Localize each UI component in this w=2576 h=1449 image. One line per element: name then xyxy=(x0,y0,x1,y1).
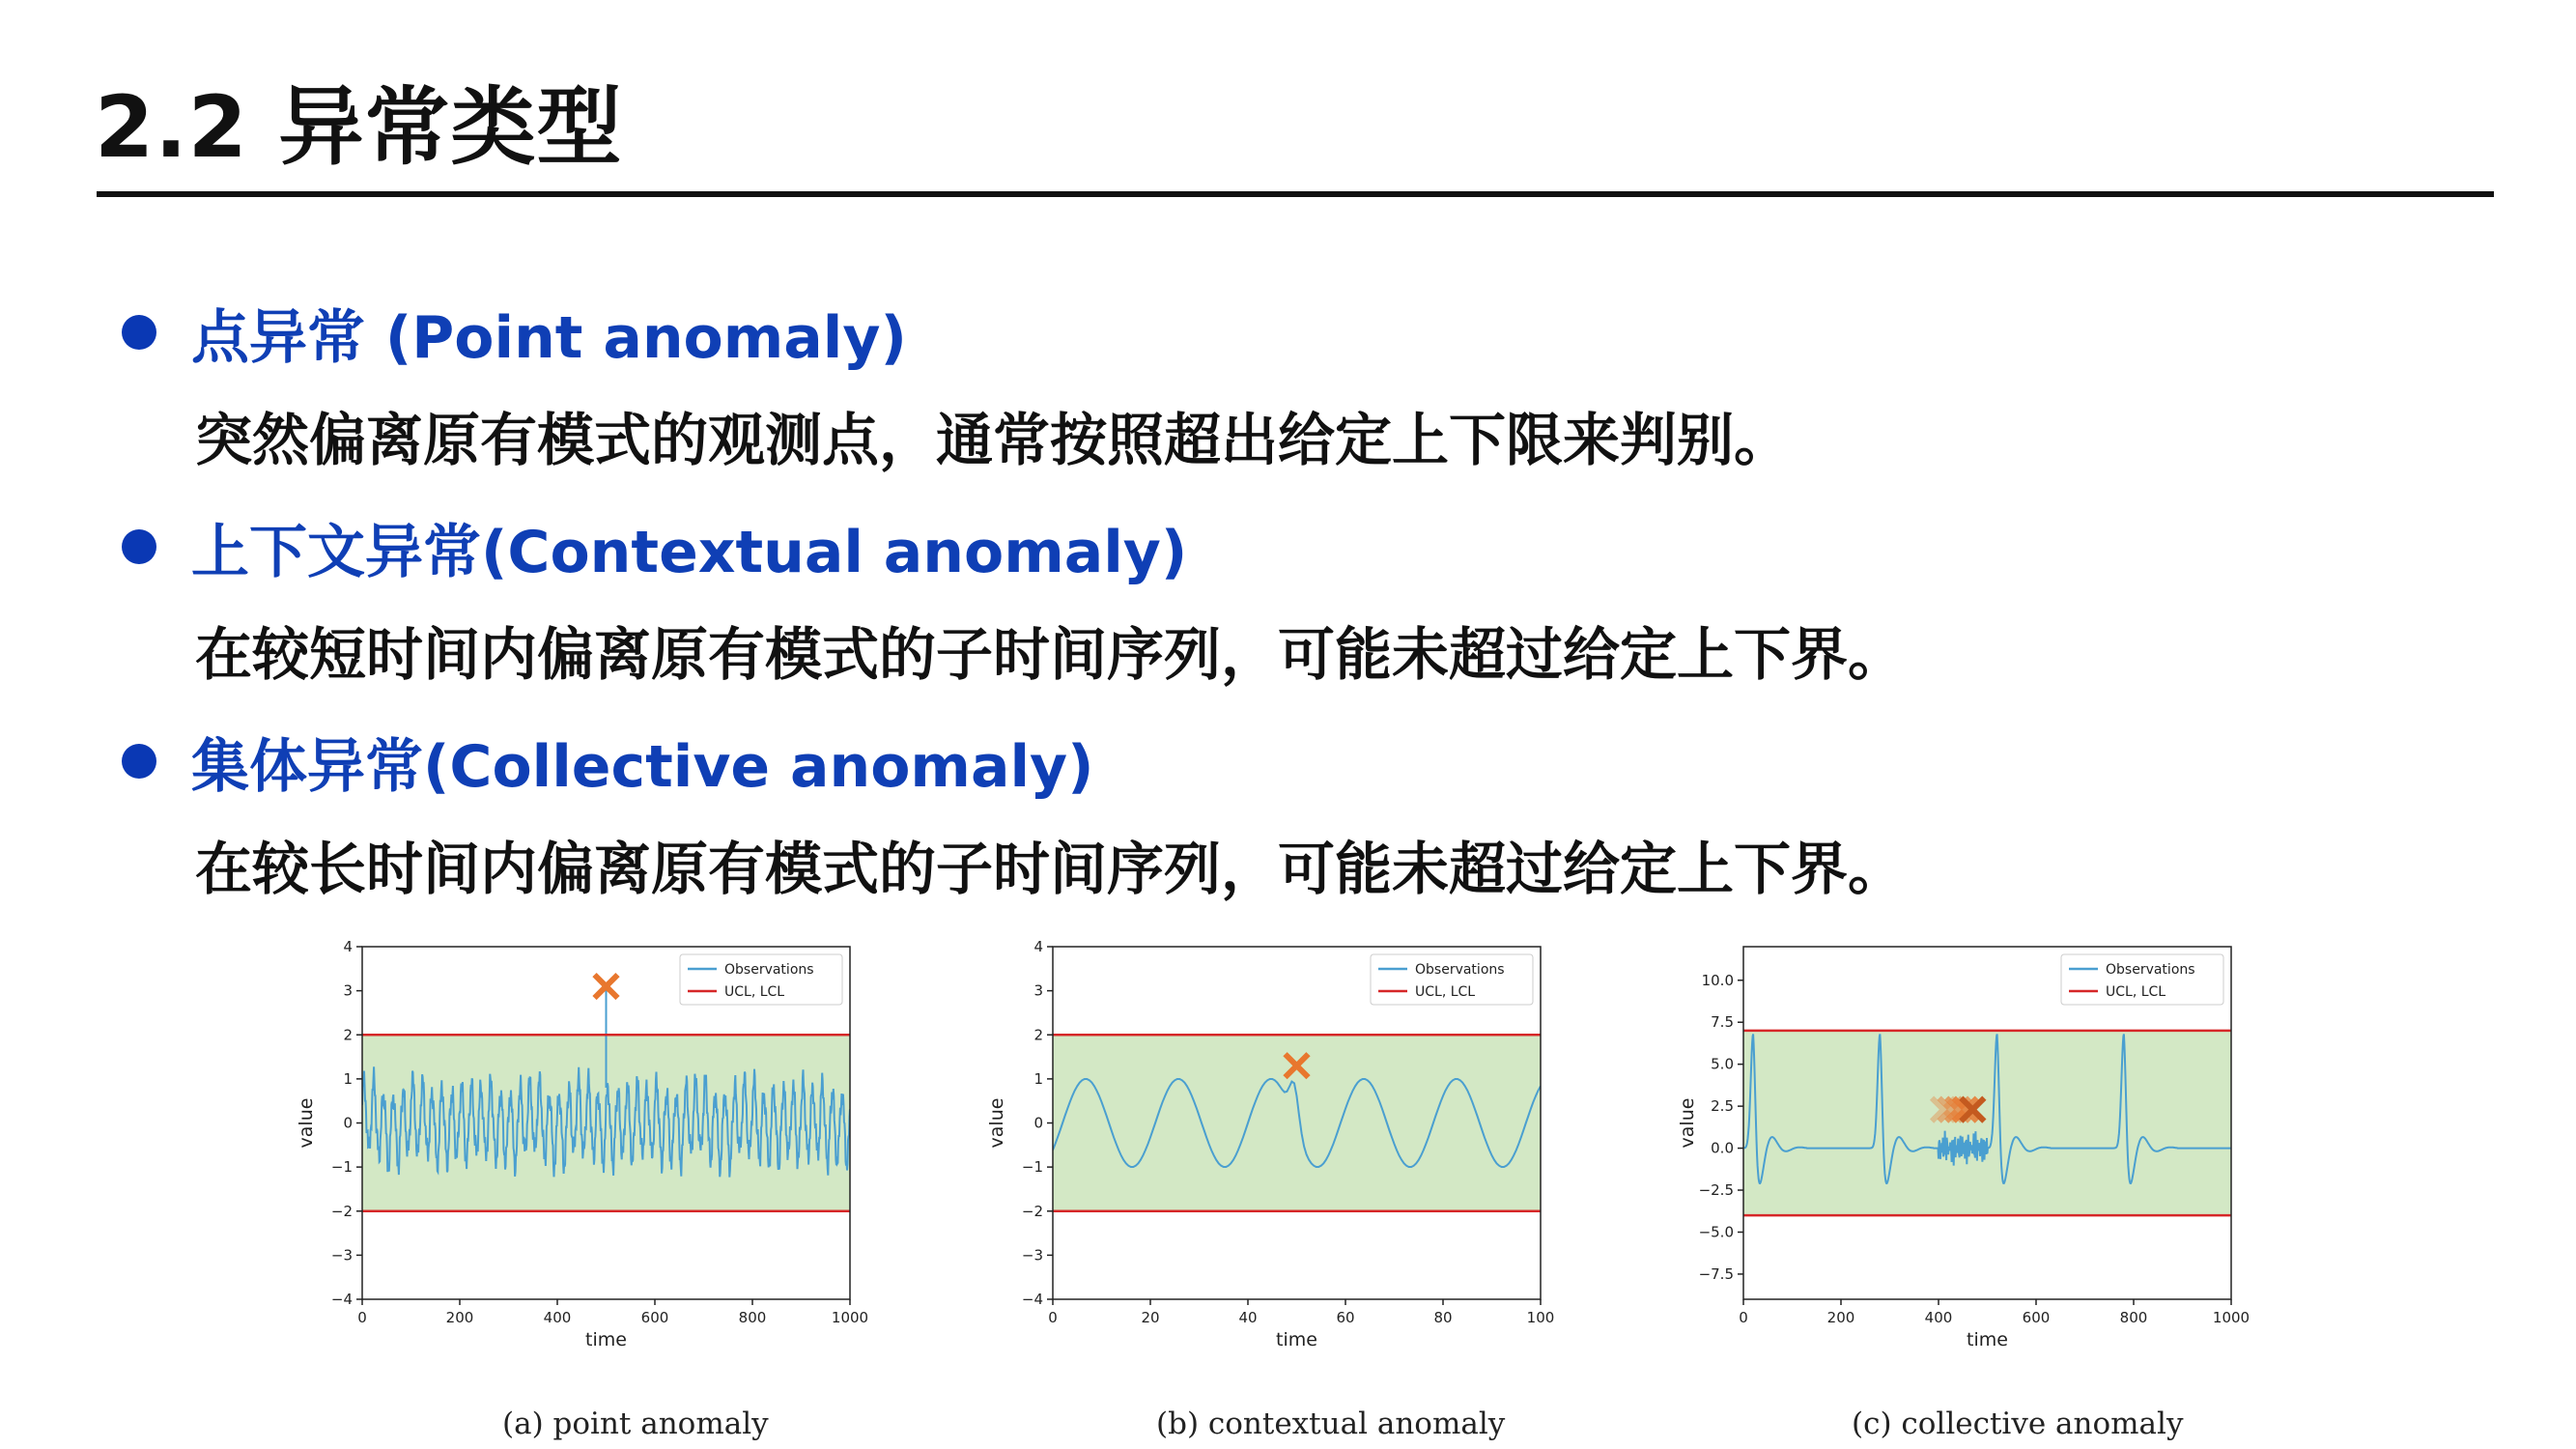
y-tick-label: 4 xyxy=(1033,938,1043,955)
y-tick-label: 0 xyxy=(343,1114,353,1132)
bullet-heading: 集体异常(Collective anomaly) xyxy=(191,733,1094,801)
y-tick-label: −2.5 xyxy=(1698,1181,1734,1200)
y-axis-label: value xyxy=(986,1097,1007,1149)
y-tick-label: 10.0 xyxy=(1701,971,1734,989)
x-axis-label: time xyxy=(1276,1329,1317,1350)
normal-band xyxy=(1053,1035,1541,1211)
caption-collective-anomaly: (c) collective anomaly xyxy=(1852,1406,2184,1441)
chart-contextual-anomaly xyxy=(971,932,1555,1386)
bullet-heading: 点异常 (Point anomaly) xyxy=(191,304,907,372)
x-tick-label: 100 xyxy=(1526,1309,1555,1326)
chart-point-anomaly xyxy=(280,932,869,1386)
chart-collective-anomaly xyxy=(1661,932,2250,1386)
legend-label: UCL, LCL xyxy=(2106,984,2166,1000)
y-tick-label: 4 xyxy=(343,938,353,955)
x-tick-label: 60 xyxy=(1336,1309,1355,1326)
y-tick-label: −1 xyxy=(1021,1158,1043,1177)
x-axis-label: time xyxy=(585,1329,627,1350)
x-tick-label: 40 xyxy=(1238,1309,1258,1326)
title-divider xyxy=(97,191,2494,197)
chart-svg xyxy=(280,932,869,1386)
y-tick-label: −1 xyxy=(330,1158,353,1177)
y-tick-label: 5.0 xyxy=(1711,1055,1734,1073)
y-tick-label: 2 xyxy=(1033,1026,1043,1044)
y-tick-label: 7.5 xyxy=(1711,1013,1734,1032)
y-tick-label: 2.5 xyxy=(1711,1097,1734,1116)
x-tick-label: 20 xyxy=(1141,1309,1160,1326)
y-axis-label: value xyxy=(296,1097,317,1149)
x-tick-label: 400 xyxy=(543,1309,572,1326)
x-axis-label: time xyxy=(1967,1329,2008,1350)
legend-label: UCL, LCL xyxy=(1415,984,1476,1000)
bullet-collective-anomaly xyxy=(116,715,2434,929)
legend-label: Observations xyxy=(1415,962,1505,978)
bullet-dot-icon xyxy=(122,315,156,350)
y-tick-label: −3 xyxy=(1021,1246,1043,1264)
y-tick-label: 1 xyxy=(1033,1069,1043,1088)
y-tick-label: −2 xyxy=(330,1202,353,1220)
x-tick-label: 200 xyxy=(1826,1309,1855,1326)
y-tick-label: −2 xyxy=(1021,1202,1043,1220)
y-tick-label: 3 xyxy=(343,981,353,1000)
bullet-description: 突然偏离原有模式的观测点，通常按照超出给定上下限来判别。 xyxy=(195,407,1792,473)
x-tick-label: 0 xyxy=(1739,1309,1748,1326)
y-tick-label: −7.5 xyxy=(1698,1264,1734,1283)
y-tick-label: 0.0 xyxy=(1711,1139,1734,1157)
x-tick-label: 1000 xyxy=(831,1309,869,1326)
bullet-dot-icon xyxy=(122,529,156,564)
caption-contextual-anomaly: (b) contextual anomaly xyxy=(1156,1406,1506,1441)
y-tick-label: 3 xyxy=(1033,981,1043,1000)
y-tick-label: −3 xyxy=(330,1246,353,1264)
bullet-contextual-anomaly xyxy=(116,500,2434,715)
bullet-list xyxy=(116,286,2434,929)
y-tick-label: −4 xyxy=(1021,1291,1043,1308)
legend-label: Observations xyxy=(2106,962,2195,978)
x-tick-label: 0 xyxy=(1048,1309,1058,1326)
legend-label: UCL, LCL xyxy=(724,984,785,1000)
x-tick-label: 200 xyxy=(445,1309,474,1326)
caption-point-anomaly: (a) point anomaly xyxy=(502,1406,769,1441)
bullet-heading: 上下文异常(Contextual anomaly) xyxy=(191,519,1188,586)
normal-band xyxy=(1743,1031,2231,1215)
y-tick-label: 0 xyxy=(1033,1114,1043,1132)
x-tick-label: 800 xyxy=(2119,1309,2148,1326)
chart-svg xyxy=(971,932,1555,1386)
x-tick-label: 600 xyxy=(640,1309,669,1326)
y-tick-label: 2 xyxy=(343,1026,353,1044)
x-tick-label: 800 xyxy=(738,1309,767,1326)
bullet-description: 在较短时间内偏离原有模式的子时间序列，可能未超过给定上下界。 xyxy=(195,621,1906,688)
x-tick-label: 400 xyxy=(1924,1309,1953,1326)
x-tick-label: 1000 xyxy=(2212,1309,2250,1326)
y-tick-label: −5.0 xyxy=(1698,1223,1734,1241)
x-tick-label: 600 xyxy=(2022,1309,2051,1326)
y-axis-label: value xyxy=(1677,1097,1698,1149)
y-tick-label: 1 xyxy=(343,1069,353,1088)
y-tick-label: −4 xyxy=(330,1291,353,1308)
bullet-dot-icon xyxy=(122,744,156,779)
x-tick-label: 80 xyxy=(1433,1309,1453,1326)
bullet-point-anomaly xyxy=(116,286,2434,500)
x-tick-label: 0 xyxy=(357,1309,367,1326)
legend-label: Observations xyxy=(724,962,814,978)
page-title: 2.2 异常类型 xyxy=(95,77,623,177)
chart-svg xyxy=(1661,932,2250,1386)
bullet-description: 在较长时间内偏离原有模式的子时间序列，可能未超过给定上下界。 xyxy=(195,836,1906,902)
